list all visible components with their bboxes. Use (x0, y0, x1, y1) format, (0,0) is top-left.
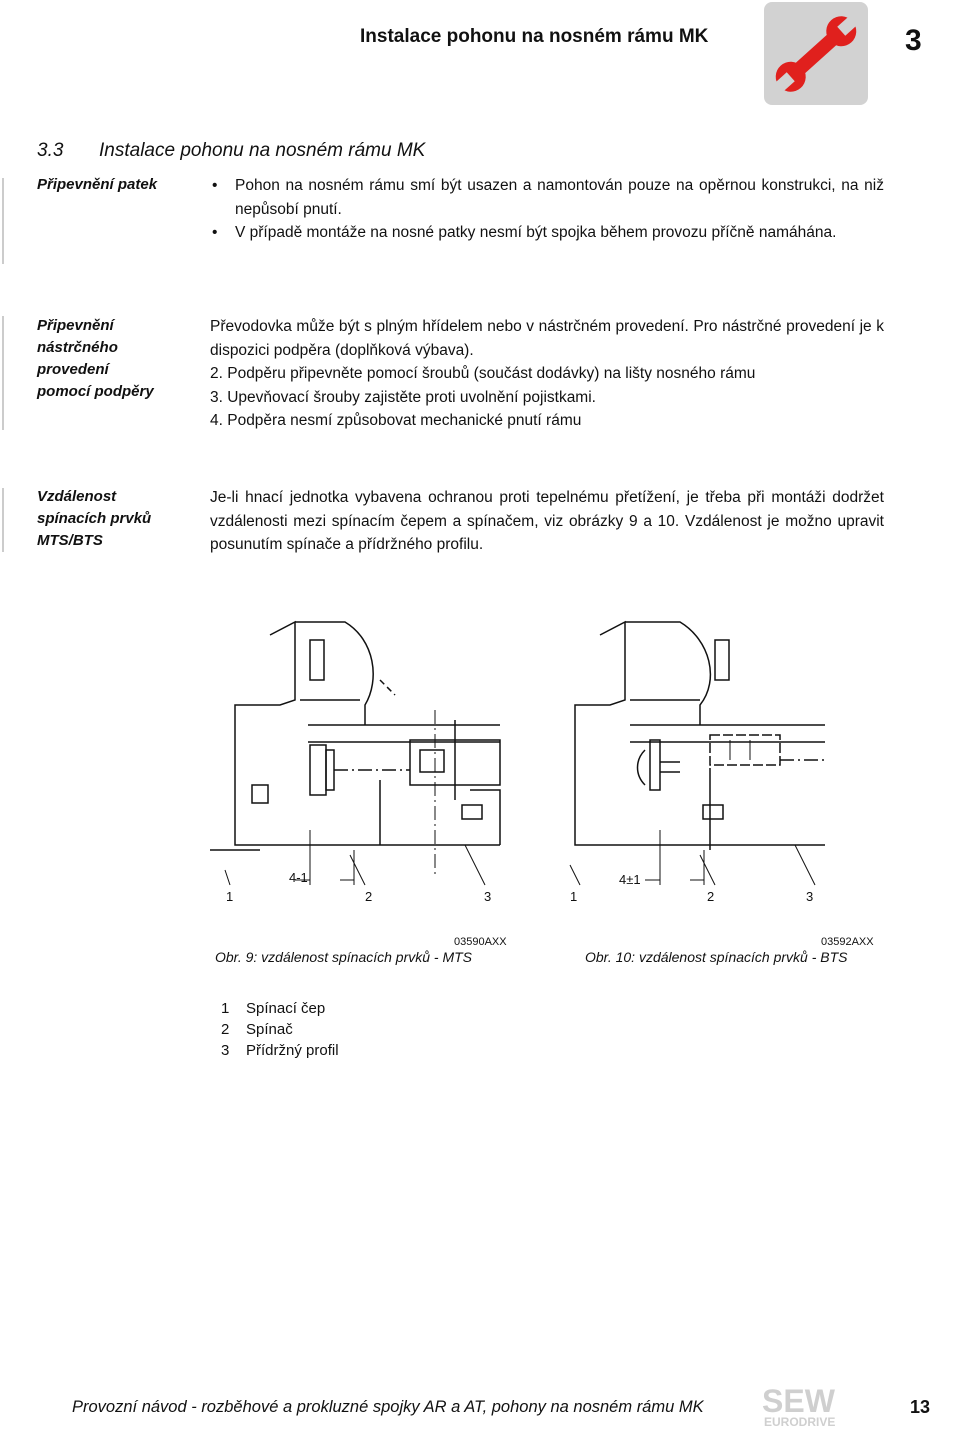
paragraph: Převodovka může být s plným hřídelem nebo v nástrčném provedení. Pro nástrčné provedení je k dispozici podpěra (doplňková výbava). (210, 318, 884, 359)
label-line: Připevnění (37, 317, 114, 334)
switch-drawings (200, 600, 890, 910)
figure-code: 03592AXX (821, 936, 874, 948)
page-number: 13 (910, 1397, 931, 1417)
sew-eurodrive-logo (760, 1383, 865, 1428)
legend-item: 1 Spínací čep (221, 1000, 326, 1017)
torque-arm-text (210, 315, 884, 433)
label-foot-mounting: Připevnění patek (37, 176, 158, 193)
label-line: provedení (37, 361, 109, 378)
callout-1: 1 (226, 889, 234, 904)
label-switch-distance (37, 486, 202, 552)
figure-mts-drawing (210, 622, 500, 885)
section-heading (37, 140, 425, 162)
footer-text: Provozní návod - rozběhové a prokluzné spojky AR a AT, pohony na nosném rámu MK (72, 1398, 704, 1416)
foot-mounting-bullets (210, 174, 884, 245)
margin-change-bar (2, 316, 4, 430)
header-title: Instalace pohonu na nosném rámu MK (360, 26, 709, 47)
foot-mounting-text (210, 174, 884, 245)
svg-text:SEW: SEW (762, 1383, 835, 1419)
callout-2: 2 (365, 889, 373, 904)
figure-caption: Obr. 10: vzdálenost spínacích prvků - BTS (585, 949, 848, 965)
label-line: pomocí podpěry (37, 383, 154, 400)
margin-change-bar (2, 488, 4, 552)
dimension-label: 4-1 (289, 870, 308, 885)
list-item: • V případě montáže na nosné patky nesmí být spojka během provozu příčně namáhána. (210, 221, 884, 245)
figure-bts-drawing (570, 622, 825, 885)
label-line: spínacích prvků (37, 510, 152, 527)
callout-2: 2 (707, 889, 715, 904)
dimension-label: 4±1 (619, 872, 641, 887)
legend-item: 2 Spínač (221, 1021, 293, 1038)
paragraph: Je-li hnací jednotka vybavena ochranou proti tepelnému přetížení, je třeba při montáži dodržet vzdálenosti mezi spínacím čepem a spínačem, viz obrázky 9 a 10. Vzdálenost je možno upravit posunutím spínače a přídržného profilu. (210, 489, 884, 553)
list-item: • Pohon na nosném rámu smí být usazen a namontován pouze na opěrnou konstrukci, na niž nepůsobí pnutí. (210, 174, 884, 221)
margin-change-bar (2, 178, 4, 264)
switch-distance-text (210, 486, 884, 557)
wrench-icon (764, 2, 868, 105)
step-2: 2. Podpěru připevněte pomocí šroubů (součást dodávky) na lišty nosného rámu (210, 365, 756, 382)
figure-code: 03590AXX (454, 936, 507, 948)
step-3: 3. Upevňovací šrouby zajistěte proti uvolnění pojistkami. (210, 388, 596, 406)
legend-item: 3 Přídržný profil (221, 1042, 339, 1059)
callout-1: 1 (570, 889, 578, 904)
callout-3: 3 (484, 889, 492, 904)
svg-text:EURODRIVE: EURODRIVE (764, 1415, 836, 1428)
chapter-number: 3 (905, 24, 922, 57)
section-number: 3.3 (37, 140, 64, 161)
label-line: nástrčného (37, 339, 118, 356)
figure-caption: Obr. 9: vzdálenost spínacích prvků - MTS (215, 949, 473, 965)
label-line: MTS/BTS (37, 532, 103, 549)
label-line: Vzdálenost (37, 488, 117, 505)
section-title: Instalace pohonu na nosném rámu MK (99, 140, 426, 161)
callout-3: 3 (806, 889, 814, 904)
label-torque-arm (37, 315, 202, 403)
step-4: 4. Podpěra nesmí způsobovat mechanické pnutí rámu (210, 412, 582, 429)
